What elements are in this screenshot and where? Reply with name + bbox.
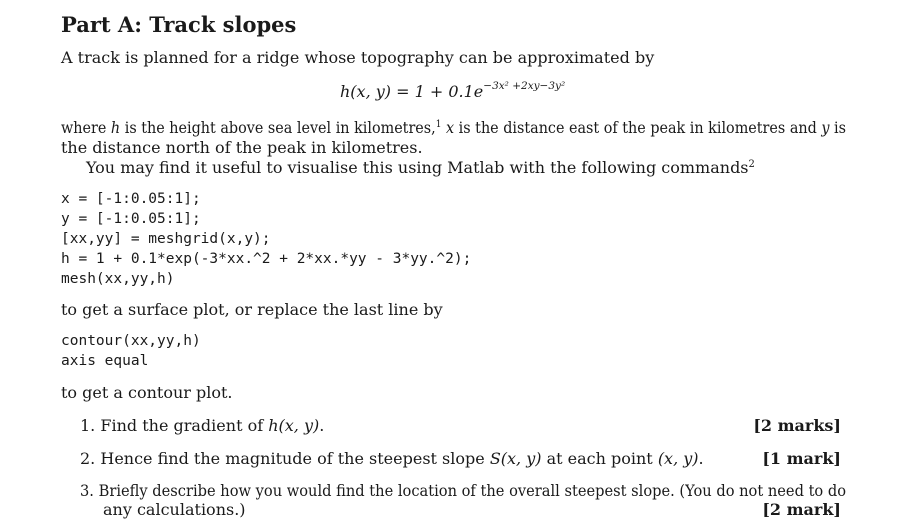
matlab-intro: You may find it useful to visualise this using Matlab with the following commands$^2$ — [86, 158, 755, 177]
question-2: 2. Hence find the magnitude of the steepest slope S(x, y) at each point (x, y). — [80, 449, 704, 468]
footnote-marker-1: 1 — [435, 119, 442, 130]
code-line: x = [-1:0.05:1]; — [61, 191, 201, 207]
question-1: 1. Find the gradient of h(x, y). — [80, 416, 325, 435]
formula-exponent: −3x² +2xy−3y² — [483, 80, 566, 92]
code-line: [xx,yy] = meshgrid(x,y); — [61, 231, 271, 247]
question-3: 3. Briefly describe how you would find the location of the overall steepest slope. (You do not need to do — [80, 481, 847, 500]
code-block-mesh — [61, 189, 471, 289]
code-block-contour — [61, 331, 201, 371]
code-line: mesh(xx,yy,h) — [61, 271, 175, 287]
question-1-marks: [2 marks] — [753, 416, 841, 435]
where-line-2: the distance north of the peak in kilometres. — [61, 138, 423, 157]
height-formula — [340, 82, 565, 101]
surface-plot-text: to get a surface plot, or replace the last line by — [61, 300, 443, 319]
footnote-marker-2: 2 — [748, 159, 755, 170]
where-line-1: where h is the height above sea level in kilometres,$^1$ x is the distance east of the peak in kilometres and y is — [61, 118, 847, 137]
code-line: axis equal — [61, 353, 149, 369]
formula-lhs: h(x, y) = 1 + 0.1e — [340, 82, 484, 101]
code-line: y = [-1:0.05:1]; — [61, 211, 201, 227]
question-3-line-2: any calculations.) — [103, 500, 246, 519]
section-heading: Part A: Track slopes — [61, 12, 297, 37]
code-line: h = 1 + 0.1*exp(-3*xx.^2 + 2*xx.*yy - 3*yy.^2); — [61, 251, 472, 267]
question-2-marks: [1 mark] — [762, 449, 841, 468]
contour-plot-text: to get a contour plot. — [61, 383, 233, 402]
code-line: contour(xx,yy,h) — [61, 333, 201, 349]
question-3-marks: [2 mark] — [762, 500, 841, 519]
intro-paragraph: A track is planned for a ridge whose topography can be approximated by — [61, 48, 655, 67]
